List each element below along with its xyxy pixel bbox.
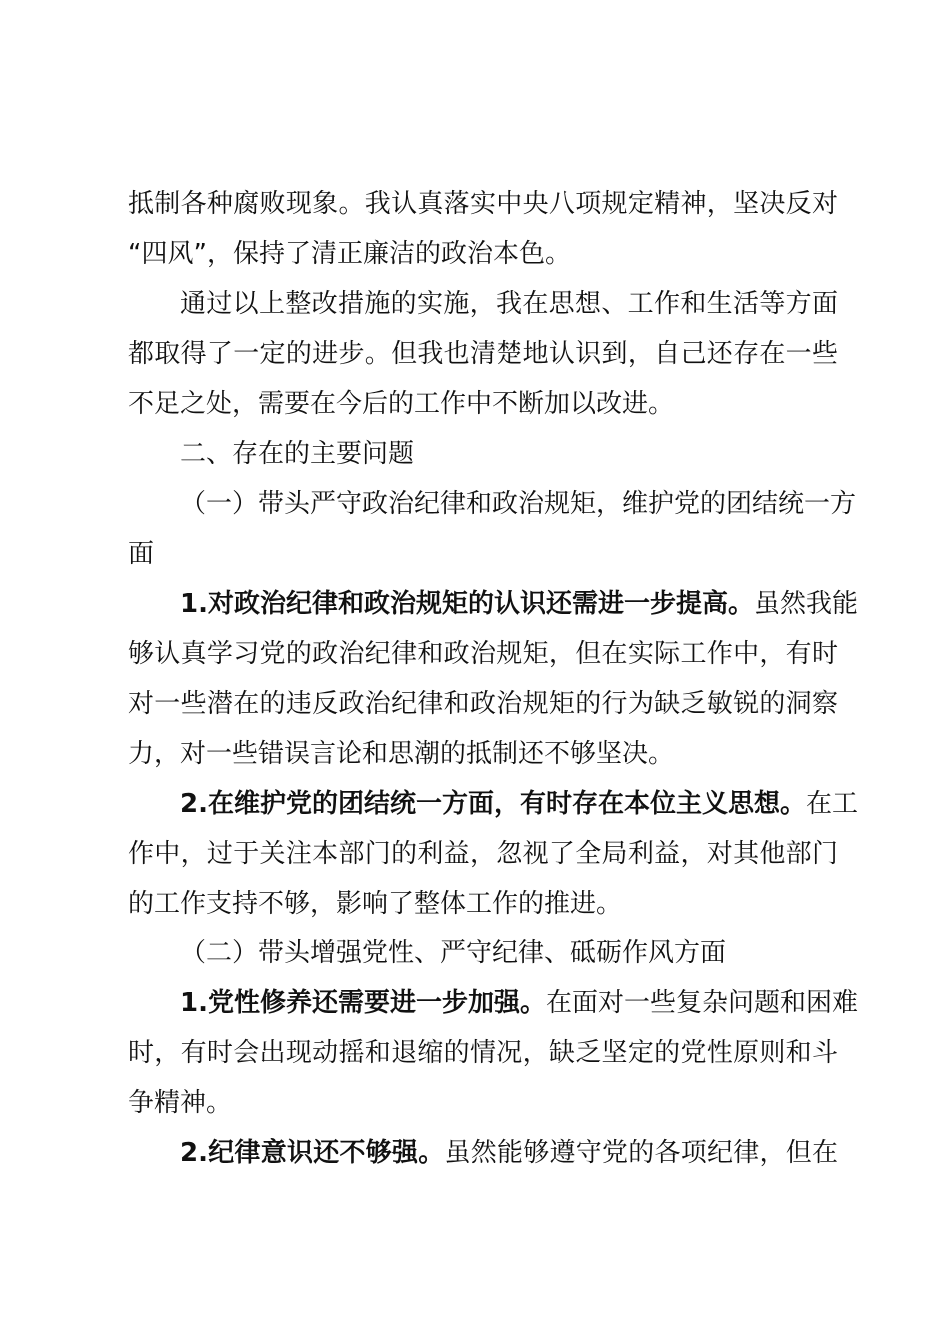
line-text: 虽然我能: [753, 589, 858, 619]
paragraph-line: [128, 837, 838, 871]
line-text: 抵制各种腐败现象。我认真落实中央八项规定精神，坚决反对: [128, 189, 838, 219]
heading-text: （一）带头严守政治纪律和政治规矩，维护党的团结统一方: [180, 489, 857, 519]
line-text: 不足之处，需要在今后的工作中不断加以改进。: [128, 389, 675, 419]
paragraph-line: [128, 687, 838, 721]
bold-lead: 1.党性修养还需要进一步加强。: [180, 988, 546, 1018]
line-text: 通过以上整改措施的实施，我在思想、工作和生活等方面: [180, 289, 838, 319]
paragraph-line: [128, 1086, 838, 1120]
line-text: 作中，过于关注本部门的利益，忽视了全局利益，对其他部门: [128, 839, 838, 869]
paragraph-line: [128, 337, 838, 371]
paragraph-line: [128, 887, 838, 921]
paragraph-line: [180, 1136, 838, 1170]
heading-text: 面: [128, 539, 155, 569]
paragraph-line: [180, 287, 838, 321]
line-text: “四风”，保持了清正廉洁的政治本色。: [128, 239, 571, 269]
paragraph-line: [180, 986, 858, 1020]
paragraph-line: [128, 1036, 838, 1070]
bold-lead: 2.纪律意识还不够强。: [180, 1138, 445, 1168]
section-heading: [180, 437, 838, 471]
bold-lead: 2.在维护党的团结统一方面，有时存在本位主义思想。: [180, 789, 806, 819]
line-text: 够认真学习党的政治纪律和政治规矩，但在实际工作中，有时: [128, 639, 838, 669]
heading-text: （二）带头增强党性、严守纪律、砥砺作风方面: [180, 938, 727, 968]
line-text: 在工: [805, 789, 858, 819]
subsection-heading: [180, 487, 857, 521]
line-text: 在面对一些复杂问题和困难: [545, 988, 858, 1018]
paragraph-line: [128, 387, 838, 421]
paragraph-line: [128, 237, 838, 271]
bold-lead: 1.对政治纪律和政治规矩的认识还需进一步提高。: [180, 589, 754, 619]
paragraph-line: [180, 787, 858, 821]
line-text: 的工作支持不够，影响了整体工作的推进。: [128, 889, 623, 919]
paragraph-line: [128, 637, 838, 671]
paragraph-line: [128, 737, 838, 771]
line-text: 时，有时会出现动摇和退缩的情况，缺乏坚定的党性原则和斗: [128, 1038, 838, 1068]
heading-text: 二、存在的主要问题: [180, 439, 415, 469]
line-text: 力，对一些错误言论和思潮的抵制还不够坚决。: [128, 739, 675, 769]
paragraph-line: [128, 187, 838, 221]
subsection-heading: [180, 936, 838, 970]
paragraph-line: [180, 587, 858, 621]
line-text: 都取得了一定的进步。但我也清楚地认识到，自己还存在一些: [128, 339, 838, 369]
subsection-heading-continued: [128, 537, 838, 571]
line-text: 争精神。: [128, 1088, 233, 1118]
line-text: 对一些潜在的违反政治纪律和政治规矩的行为缺乏敏锐的洞察: [128, 689, 838, 719]
line-text: 虽然能够遵守党的各项纪律，但在: [444, 1138, 838, 1168]
